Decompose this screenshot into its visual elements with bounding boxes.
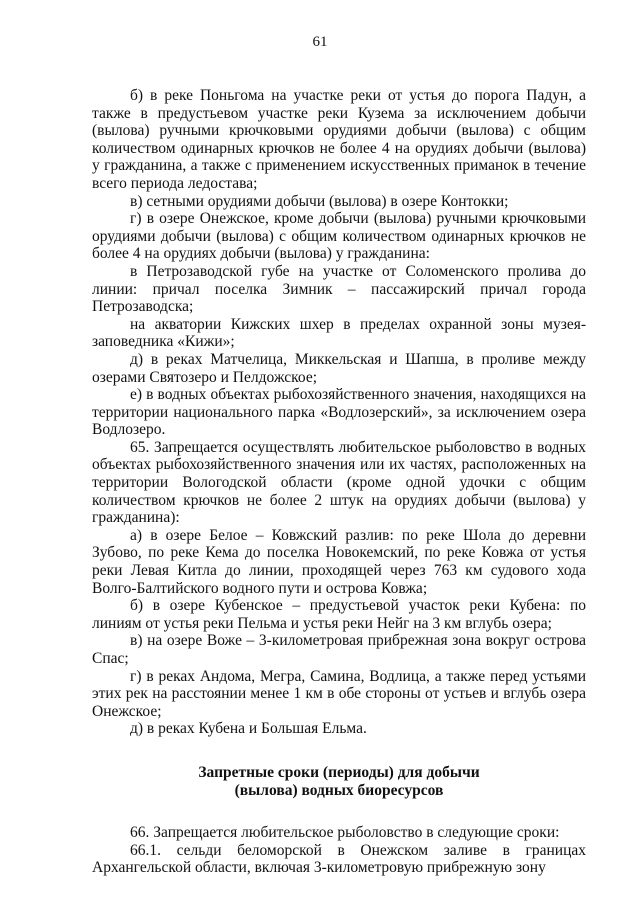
- paragraph-66-1: 66.1. сельди беломорской в Онежском заливе в границах Архангельской области, включая 3-километровую прибрежную зону: [92, 841, 586, 877]
- paragraph-65a: а) в озере Белое – Ковжский разлив: по реке Шола до деревни Зубово, по реке Кема до поселка Новокемский, по реке Ковжа от устья реки Левая Китла до линии, проходящей через 763 км судового хода Волго-Балтийского водного пути и острова Ковжа;: [92, 526, 586, 597]
- paragraph-66: 66. Запрещается любительское рыболовство в следующие сроки:: [130, 823, 560, 841]
- page-number: 61: [312, 34, 328, 50]
- paragraph-64g-kizhi: на акватории Кижских шхер в пределах охранной зоны музея-заповедника «Кижи»;: [92, 315, 586, 351]
- paragraph-65g: г) в реках Андома, Мегра, Самина, Водлица, а также перед устьями этих рек на расстоянии менее 1 км в обе стороны от устьев и вглубь озера Онежское;: [92, 667, 586, 720]
- section-heading-line-1: Запретные сроки (периоды) для добычи: [198, 763, 480, 781]
- paragraph-64e: е) в водных объектах рыбохозяйственного значения, находящихся на территории национального парка «Водлозерский», за исключением озера Водлозеро.: [92, 386, 586, 439]
- paragraph-64d: д) в реках Матчелица, Миккельская и Шапша, в проливе между озерами Святозеро и Пелдожское;: [92, 350, 586, 386]
- paragraph-65d: д) в реках Кубена и Большая Ельма.: [130, 720, 367, 738]
- section-heading: [92, 764, 586, 800]
- paragraph-64g: г) в озере Онежское, кроме добычи (вылова) ручными крючковыми орудиями добычи (вылова) с общим количеством одинарных крючков не более 4 на орудиях добычи (вылова) у гражданина:: [92, 210, 586, 263]
- paragraph-64g-petrozavodsk: в Петрозаводской губе на участке от Соломенского пролива до линии: причал поселка Зимник – пассажирский причал города Петрозаводска;: [92, 262, 586, 316]
- paragraph-65b: б) в озере Кубенское – предустьевой участок реки Кубена: по линиям от устья реки Пельма и устья реки Нейг на 3 км вглубь озера;: [92, 597, 586, 632]
- paragraph-65: 65. Запрещается осуществлять любительское рыболовство в водных объектах рыбохозяйственного значения или их частях, расположенных на территории Вологодской области (кроме одной удочки с общим количеством крючков не более 2 штук на орудиях добычи (вылова) у гражданина):: [92, 438, 586, 527]
- paragraph-65v: в) на озере Воже – 3-километровая прибрежная зона вокруг острова Спас;: [92, 632, 586, 667]
- paragraph-64v: в) сетными орудиями добычи (вылова) в озере Контокки;: [130, 192, 509, 210]
- document-body: [92, 87, 586, 877]
- section-heading-line-2: (вылова) водных биоресурсов: [234, 781, 444, 799]
- paragraph-64b: б) в реке Поньгома на участке реки от устья до порога Падун, а также в предустьевом участке реки Кузема за исключением добычи (вылова) ручными крючковыми орудиями добычи (вылова) с общим количеством одинарных крючков не более 4 на орудиях добычи (вылова) у гражданина, а также с применением искусственных приманок в течение всего периода ледостава;: [92, 87, 586, 192]
